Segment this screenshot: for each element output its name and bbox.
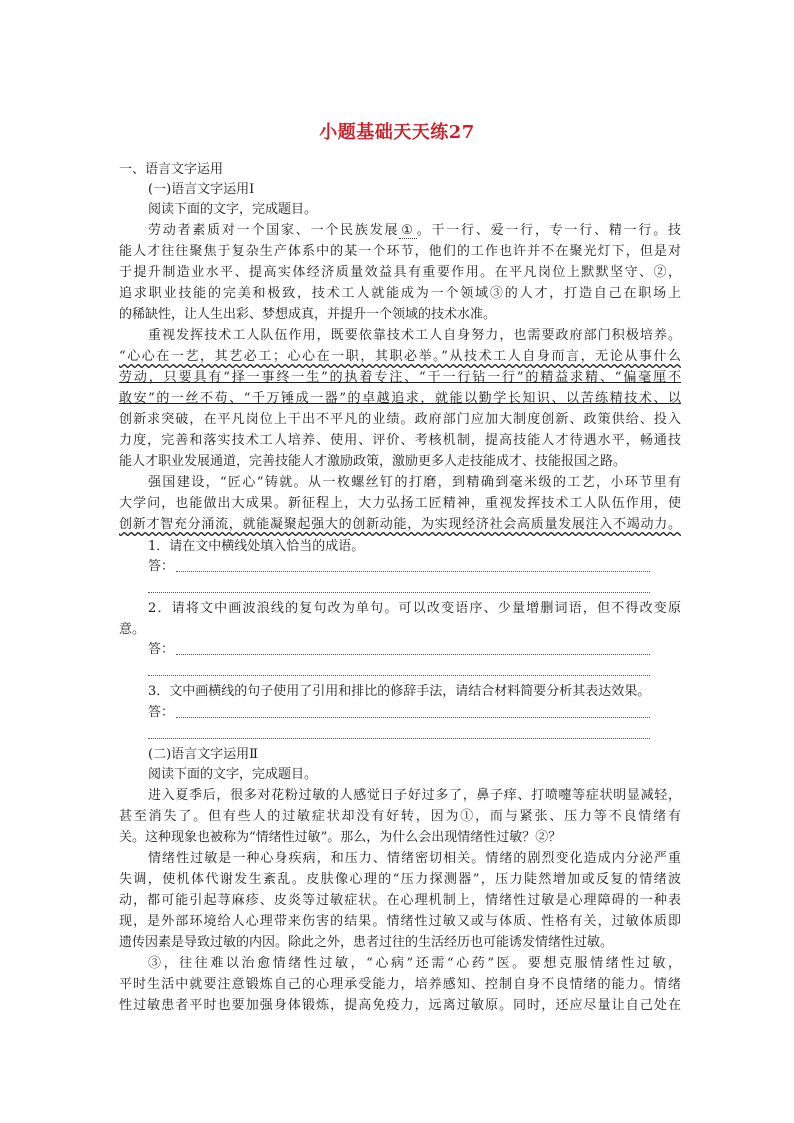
passage1-line: 追求职业技能的完美和极致，技术工人就能成为一个领域③的人才，打造自己在职场上: [119, 286, 681, 301]
answer-label-3: 答：: [148, 705, 175, 720]
answer-label-1: 答：: [148, 559, 175, 574]
passage1-line: 力度，完善和落实技术工人培养、使用、评价、考核机制，提高技能人才待遇水平，畅通技: [119, 433, 681, 448]
passage2-line: 性过敏患者平时也要加强身体锻炼，提高免疫力，远离过敏原。同时，还应尽量让自己处在: [119, 998, 681, 1013]
passage2-line: 进入夏季后，很多对花粉过敏的人感觉日子好过多了，鼻子痒、打喷嚏等症状明显减轻，: [148, 788, 681, 803]
passage1-line: 大学问，也能做出大成果。新征程上，大力弘扬工匠精神，重视发挥技术工人队伍作用，使: [119, 496, 681, 511]
passage1-line: 的稀缺性，让人生出彩、梦想成真，并提升一个领域的技术水准。: [119, 307, 497, 322]
passage1-line: 于提升制造业水平、提高实体经济质量效益具有重要作用。在平凡岗位上默默坚守、②，: [119, 265, 681, 280]
passage2-line: ③，往往难以治愈情绪性过敏，“心病”还需“心药”医。要想克服情绪性过敏，: [148, 956, 681, 971]
passage2-line: 遗传因素是导致过敏的内因。除此之外，患者过往的生活经历也可能诱发情绪性过敏。: [119, 935, 614, 950]
question-1: 1．请在文中横线处填入恰当的成语。: [148, 539, 365, 554]
question-3: 3．文中画横线的句子使用了引用和排比的修辞手法，请结合材料简要分析其表达效果。: [148, 684, 651, 699]
passage1-line: 创新求突破，在平凡岗位上干出不平凡的业绩。政府部门应加大制度创新、政策供给、投入: [119, 412, 681, 427]
answer-line[interactable]: [176, 717, 650, 718]
passage1-line-wavy: “心心在一艺，其艺必工；心心在一职，其职必举。”从技术工人自身而言，无论从事什么: [119, 349, 681, 364]
passage1-line: 强国建设，“匠心”铸就。从一枚螺丝钉的打磨，到精确到毫米级的工艺，小环节里有: [148, 475, 681, 490]
blank-1: ①: [401, 223, 415, 238]
answer-label-2: 答：: [148, 642, 175, 657]
passage2-line: 甚至消失了。但有些人的过敏症状却没有好转，因为①，而与紧张、压力等不良情绪有: [119, 809, 681, 824]
passage1-line: 劳动者素质对一个国家、一个民族发展 ① 。干一行、爱一行，专一行、精一行。技: [148, 223, 681, 238]
passage1-line-underlined: 劳动，只要具有“择一事终一生”的执着专注、“干一行钻一行”的精益求精、“偏毫厘不: [119, 370, 681, 385]
passage2-line: 动，都可能引起荨麻疹、皮炎等过敏症状。在心理机制上，情绪性过敏是心理障碍的一种表: [119, 893, 681, 908]
page-title: 小题基础天天练27: [319, 122, 475, 143]
question-2-cont: 意。: [119, 622, 146, 637]
passage2-line: 情绪性过敏是一种心身疾病，和压力、情绪密切相关。情绪的剧烈变化造成内分泌严重: [148, 851, 681, 866]
instruction-1: 阅读下面的文字，完成题目。: [148, 202, 318, 217]
answer-line[interactable]: [148, 738, 650, 739]
passage2-line: 平时生活中就要注意锻炼自己的心理承受能力，培养感知、控制自身不良情绪的能力。情绪: [119, 977, 681, 992]
passage1-line-underlined: 敢安”的一丝不苟、“千万锤成一器”的卓越追求，就能以勤学长知识、以苦练精技术、以: [119, 391, 681, 406]
section-heading: 一、语言文字运用: [119, 162, 224, 177]
passage1-line: 能人才职业发展通道，完善技能人才激励政策，激励更多人走技能成才、技能报国之路。: [119, 454, 627, 469]
passage1-line: 重视发挥技术工人队伍作用，既要依靠技术工人自身努力，也需要政府部门积极培养。: [148, 328, 681, 343]
passage1-line: 能人才往往聚焦于复杂生产体系中的某一个环节，他们的工作也许并不在聚光灯下，但是对: [119, 244, 681, 259]
passage2-line: 失调，使机体代谢发生紊乱。皮肤像心理的“压力探测器”，压力陡然增加或反复的情绪波: [119, 872, 681, 887]
answer-line[interactable]: [148, 592, 650, 593]
instruction-2: 阅读下面的文字，完成题目。: [148, 767, 318, 782]
passage1-line-wavy: 创新才智充分涌流，就能凝聚起强大的创新动能，为实现经济社会高质量发展注入不竭动力。: [119, 517, 681, 532]
passage2-line: 现，是外部环境给人心理带来伤害的结果。情绪性过敏又或与体质、性格有关，过敏体质即: [119, 914, 681, 929]
answer-line[interactable]: [148, 675, 650, 676]
question-2: 2．请将文中画波浪线的复句改为单句。可以改变语序、少量增删词语，但不得改变原: [148, 601, 681, 616]
answer-line[interactable]: [176, 571, 650, 572]
answer-line[interactable]: [176, 654, 650, 655]
subsection-heading-2: (二)语言文字运用Ⅱ: [148, 747, 258, 762]
subsection-heading-1: (一)语言文字运用Ⅰ: [148, 182, 255, 197]
passage2-line: 关。这种现象也被称为“情绪性过敏”。那么，为什么会出现情绪性过敏？②？: [119, 830, 562, 845]
